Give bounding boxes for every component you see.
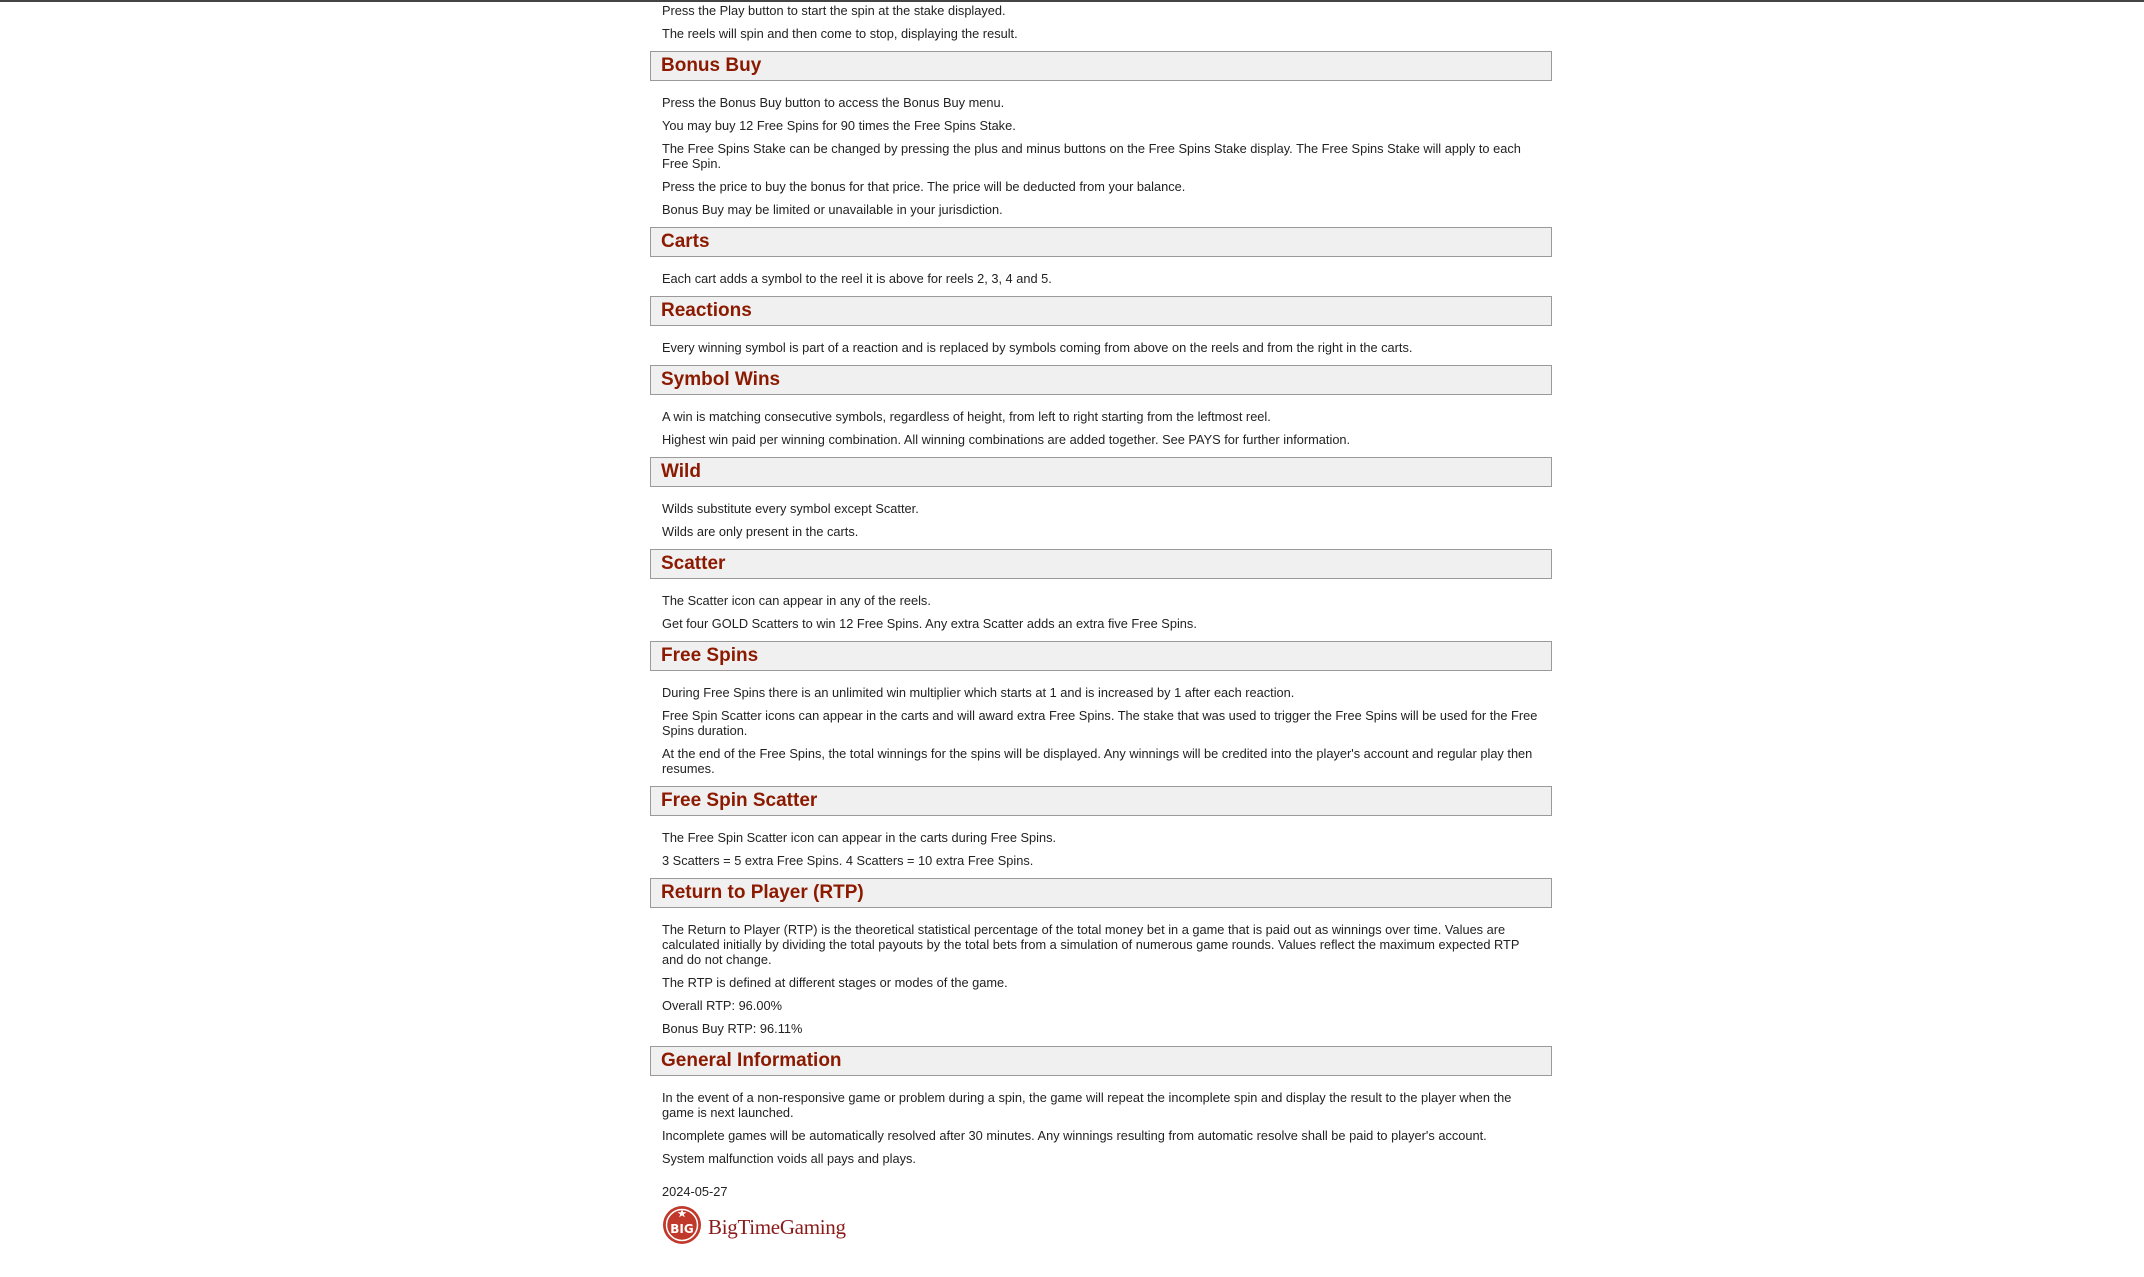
- big-badge-icon: [662, 1205, 702, 1245]
- section-paragraph: Highest win paid per winning combination. All winning combinations are added together. See PAYS for further information.: [662, 432, 1351, 447]
- intro-paragraph: The reels will spin and then come to stop, displaying the result.: [662, 26, 1018, 41]
- section-carts: [650, 227, 1552, 286]
- section-paragraph: The RTP is defined at different stages or modes of the game.: [662, 975, 1008, 990]
- section-free-spin-scatter: [650, 786, 1552, 868]
- section-paragraph: Bonus Buy may be limited or unavailable in your jurisdiction.: [662, 202, 1003, 217]
- section-paragraph: The Return to Player (RTP) is the theoretical statistical percentage of the total money bet in a game that is paid out as winnings over time. Values are calculated initially by dividing the total payouts by the total bets from a simulation of numerous game rounds. Values reflect the maximum expected RTP and do not change.: [662, 922, 1520, 967]
- svg-text:BIG: BIG: [670, 1222, 694, 1236]
- section-paragraph: Wilds are only present in the carts.: [662, 524, 859, 539]
- section-paragraph: Wilds substitute every symbol except Scatter.: [662, 501, 919, 516]
- section-heading: Carts: [650, 227, 1552, 257]
- section-paragraph: The Scatter icon can appear in any of the reels.: [662, 593, 931, 608]
- section-heading: Wild: [650, 457, 1552, 487]
- rtp-overall: Overall RTP: 96.00%: [662, 998, 782, 1013]
- help-document: [650, 0, 1552, 1245]
- section-heading: Bonus Buy: [650, 51, 1552, 81]
- section-paragraph: The Free Spins Stake can be changed by pressing the plus and minus buttons on the Free Spins Stake display. The Free Spins Stake will apply to each Free Spin.: [662, 141, 1521, 171]
- section-paragraph: System malfunction voids all pays and plays.: [662, 1151, 916, 1166]
- section-paragraph: Every winning symbol is part of a reaction and is replaced by symbols coming from above on the reels and from the right in the carts.: [662, 340, 1413, 355]
- version-date: 2024-05-27: [662, 1184, 728, 1199]
- section-paragraph: During Free Spins there is an unlimited win multiplier which starts at 1 and is increased by 1 after each reaction.: [662, 685, 1295, 700]
- section-rtp: [650, 878, 1552, 1036]
- section-wild: [650, 457, 1552, 539]
- rtp-bonus-buy: Bonus Buy RTP: 96.11%: [662, 1021, 803, 1036]
- section-paragraph: 3 Scatters = 5 extra Free Spins. 4 Scatters = 10 extra Free Spins.: [662, 853, 1034, 868]
- intro-block: [650, 0, 1552, 41]
- intro-paragraph: Press the Play button to start the spin at the stake displayed.: [662, 3, 1006, 18]
- section-general-information: [650, 1046, 1552, 1166]
- section-paragraph: Get four GOLD Scatters to win 12 Free Spins. Any extra Scatter adds an extra five Free Spins.: [662, 616, 1197, 631]
- section-paragraph: Press the price to buy the bonus for that price. The price will be deducted from your balance.: [662, 179, 1186, 194]
- section-heading: General Information: [650, 1046, 1552, 1076]
- section-heading: Scatter: [650, 549, 1552, 579]
- section-heading: Free Spins: [650, 641, 1552, 671]
- big-time-gaming-logo: [662, 1205, 1552, 1245]
- section-heading: Reactions: [650, 296, 1552, 326]
- section-heading: Free Spin Scatter: [650, 786, 1552, 816]
- section-paragraph: In the event of a non-responsive game or problem during a spin, the game will repeat the incomplete spin and display the result to the player when the game is next launched.: [662, 1090, 1512, 1120]
- section-reactions: [650, 296, 1552, 355]
- section-symbol-wins: [650, 365, 1552, 447]
- section-paragraph: Press the Bonus Buy button to access the Bonus Buy menu.: [662, 95, 1005, 110]
- section-heading: Return to Player (RTP): [650, 878, 1552, 908]
- section-paragraph: Free Spin Scatter icons can appear in the carts and will award extra Free Spins. The stake that was used to trigger the Free Spins will be used for the Free Spins duration.: [662, 708, 1538, 738]
- section-bonus-buy: [650, 51, 1552, 217]
- section-paragraph: Incomplete games will be automatically resolved after 30 minutes. Any winnings resulting from automatic resolve shall be paid to player's account.: [662, 1128, 1487, 1143]
- section-scatter: [650, 549, 1552, 631]
- section-free-spins: [650, 641, 1552, 776]
- section-paragraph: At the end of the Free Spins, the total winnings for the spins will be displayed. Any winnings will be credited into the player's account and regular play then resumes.: [662, 746, 1533, 776]
- section-paragraph: Each cart adds a symbol to the reel it is above for reels 2, 3, 4 and 5.: [662, 271, 1052, 286]
- section-paragraph: You may buy 12 Free Spins for 90 times the Free Spins Stake.: [662, 118, 1016, 133]
- section-paragraph: The Free Spin Scatter icon can appear in the carts during Free Spins.: [662, 830, 1057, 845]
- logo-wordmark: BigTimeGaming: [708, 1215, 846, 1239]
- section-paragraph: A win is matching consecutive symbols, regardless of height, from left to right starting from the leftmost reel.: [662, 409, 1271, 424]
- section-heading: Symbol Wins: [650, 365, 1552, 395]
